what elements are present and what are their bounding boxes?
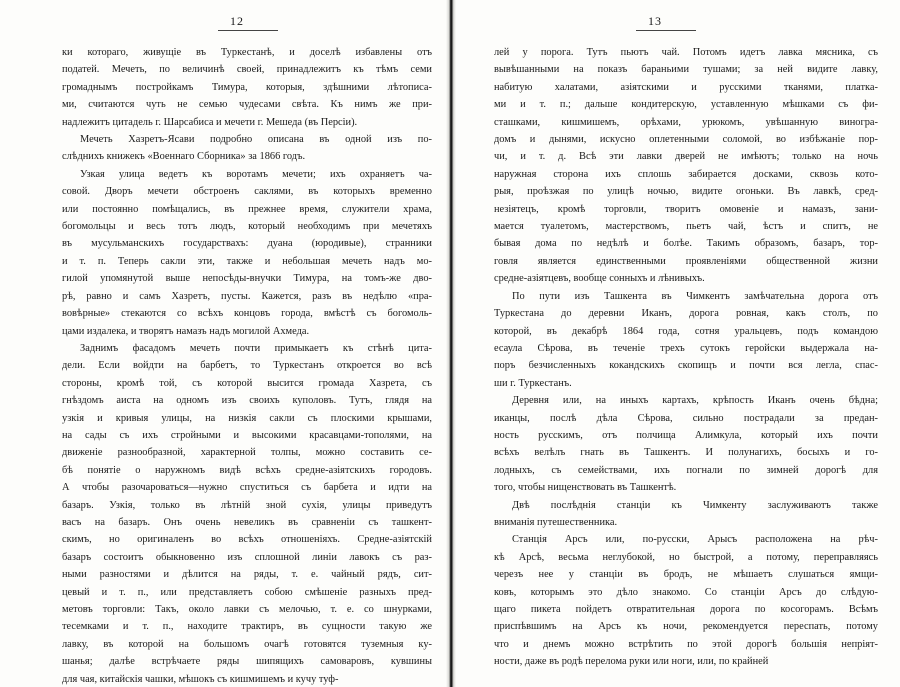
text-line: для чая, китайскія чашки, мѣшокъ съ кишмишемъ и кучу туф- bbox=[62, 673, 339, 685]
text-line: надлежитъ цитадель г. Шарсабиса и мечети г. Мешеда (въ Персіи). bbox=[62, 116, 358, 128]
text-line: ковъ, которымъ это дѣло знакомо. Со станціи Арсъ до слѣдую- bbox=[494, 586, 878, 598]
text-line: средне-азіятцевъ, вообще сонныхъ и лѣнивыхъ. bbox=[494, 273, 705, 285]
text-line: базаръ. Узкія, только въ лѣтній зной сухія, улицы приведутъ bbox=[62, 499, 432, 511]
page-number-rule-left bbox=[218, 30, 278, 31]
text-line: бывая дома по недѣлѣ и болѣе. Такимъ образомъ, базаръ, тор- bbox=[494, 238, 878, 250]
text-line: набитую халатами, азіятскими и русскими тканями, платка- bbox=[494, 81, 878, 93]
book-gutter bbox=[446, 0, 456, 687]
paragraph bbox=[494, 392, 878, 496]
text-line: рыя, проѣзжая по улицѣ ночью, видите огоньки. Въ лавкѣ, сред- bbox=[494, 186, 878, 198]
text-line: чи, и т. д. Всѣ эти лавки дверей не имѣютъ; только на ночь bbox=[494, 151, 878, 163]
text-line: Станція Арсъ или, по-русски, Арысъ расположена на рѣч- bbox=[512, 534, 878, 546]
text-line: щаго пикета пойдетъ отвратительная дорога по косогорамъ. Всѣмъ bbox=[494, 604, 878, 615]
text-line: дели. Если войдти на барбетъ, то Туркестанъ откроется во всѣ bbox=[62, 360, 432, 372]
paragraph bbox=[494, 44, 878, 288]
paragraph bbox=[62, 340, 432, 687]
text-line: шанья; далѣе встрѣчаете ряды шипящихъ самоваровъ, кувшины bbox=[62, 656, 432, 668]
text-line: лодныхъ, съ семействами, ихъ погнали по зимней дорогѣ для bbox=[494, 464, 878, 476]
paragraph bbox=[62, 44, 432, 131]
text-line: рѣ, равно и самъ Хазретъ, пусты. Кажется, разъ въ недѣлю «пра- bbox=[62, 290, 432, 302]
text-line: ки котораго, живущіе въ Туркестанѣ, и доселѣ избавлены отъ bbox=[62, 47, 432, 58]
text-line: и т. п. Теперь сакли эти, также и небольшая мечеть надъ мо- bbox=[62, 255, 432, 267]
text-line: лей у порога. Тутъ пьютъ чай. Потомъ идетъ лавка мясника, съ bbox=[494, 47, 878, 58]
left-page-text bbox=[62, 44, 432, 687]
left-page bbox=[0, 0, 442, 687]
page-number-left: 12 bbox=[230, 14, 244, 28]
text-line: слѣднихъ книжекъ «Военнаго Сборника» за 1866 годъ. bbox=[62, 151, 306, 163]
text-line: тесемками и т. п., находите трактиръ, въ сущности такую же bbox=[62, 621, 432, 633]
text-line: ность русскимъ, отъ полчища Алимкула, который ихъ почти bbox=[494, 429, 878, 441]
text-line: ми, считаются чуть не семью чудесами свѣта. Къ нимъ же при- bbox=[62, 99, 432, 111]
text-line: Туркестана до деревни Иканъ, дорога ровная, какъ столъ, по bbox=[494, 308, 878, 320]
text-line: или постоянно помѣщались, въ прежнее время, служители храма, bbox=[62, 203, 432, 215]
text-line: черезъ нее у станціи въ бродъ, не мѣшаетъ слушаться ямщи- bbox=[494, 569, 878, 581]
text-line: приспѣвшимъ на Арсъ къ ночи, рекомендуется переспать, потому bbox=[494, 621, 878, 633]
text-line: цевый и т. п., или представляетъ собою смѣшеніе разныхъ пред- bbox=[62, 586, 432, 598]
text-line: Узкая улица ведетъ къ воротамъ мечети; ихъ охраняетъ ча- bbox=[80, 168, 432, 180]
text-line: есаула Сѣрова, въ теченіе трехъ сутокъ геройски выдержала на- bbox=[494, 342, 878, 354]
text-line: на сады съ ихъ стройными и высокими красавцами-тополями, на bbox=[62, 429, 432, 441]
text-line: Мечеть Хазретъ-Ясави подробно описана въ одной изъ по- bbox=[80, 134, 432, 146]
paragraph bbox=[62, 131, 432, 166]
paragraph bbox=[494, 497, 878, 532]
text-line: богомольцы и весь тотъ людъ, который необходимъ при мечетяхъ bbox=[62, 221, 432, 233]
paragraph bbox=[62, 166, 432, 340]
text-line: узкія и кривыя улицы, на низкія сакли съ плоскими крышами, bbox=[62, 412, 432, 424]
text-line: въ мусульманскихъ государствахъ: дуана (юродивые), странники bbox=[62, 238, 432, 250]
text-line: податей. Мечеть, по величинѣ своей, принадлежитъ къ тѣмъ семи bbox=[62, 64, 432, 76]
text-line: совой. Дворъ мечети обстроенъ саклями, въ которыхъ временно bbox=[62, 186, 432, 198]
text-line: домъ и дынями, искусно оплетенными соломой, во избѣжаніе пор- bbox=[494, 134, 878, 146]
text-line: громаднымъ постройкамъ Тимура, которыя, здѣшними лѣтописа- bbox=[62, 81, 432, 93]
text-line: цами издалека, и творятъ намазъ надъ могилой Ахмеда. bbox=[62, 325, 310, 337]
text-line: ности, даже въ родѣ перелома руки или ноги, или, по крайней bbox=[494, 656, 769, 668]
text-line: бѣ понятіе о наружномъ видѣ всѣхъ средне-азіятскихъ городовъ. bbox=[62, 464, 432, 476]
text-line: метовъ торговли: Такъ, около лавки съ мелочью, т. е. со шнурками, bbox=[62, 604, 432, 615]
text-line: А чтобы разочароваться—нужно спуститься съ барбета и идти на bbox=[62, 482, 432, 494]
text-line: что и днемъ можно встрѣтить по этой дорогѣ большія непріят- bbox=[494, 638, 878, 650]
text-line: вниманія путешественника. bbox=[494, 516, 618, 528]
right-page bbox=[460, 0, 900, 687]
text-line: ми и т. п.; дальше кондитерскую, уставленную мѣшками съ фи- bbox=[494, 99, 878, 111]
text-line: Двѣ послѣднія станціи къ Чимкенту заслуживаютъ также bbox=[512, 499, 878, 511]
text-line: ными разностями и дѣлится на ряды, т. е. чайный рядъ, сит- bbox=[62, 569, 432, 581]
text-line: По пути изъ Ташкента въ Чимкентъ замѣчательна дорога отъ bbox=[512, 290, 878, 302]
text-line: вывѣшанными на показъ бараньими тушами; за ней видите лавку, bbox=[494, 64, 878, 76]
text-line: незіятецъ, кромѣ торговли, творитъ омовеніе и намазъ, зани- bbox=[494, 203, 878, 215]
text-line: стороны, кромѣ той, съ которой высится громада Хазрета, съ bbox=[62, 377, 432, 389]
text-line: которой, въ декабрѣ 1864 года, сотня уральцевъ, подъ командою bbox=[494, 325, 878, 337]
right-page-text bbox=[494, 44, 878, 671]
text-line: вовѣрные» стекаются со всѣхъ концовъ города, вмѣстѣ съ богомоль- bbox=[62, 308, 432, 320]
text-line: лавку, въ которой на большомъ очагѣ готовятся туземныя ку- bbox=[62, 638, 432, 650]
text-line: движеніе разнообразной, характерной толпы, можно составить се- bbox=[62, 447, 432, 459]
text-line: ши г. Туркестанъ. bbox=[494, 377, 572, 389]
text-line: говля является единственными проявленіями общественной жизни bbox=[494, 255, 878, 267]
text-line: Заднимъ фасадомъ мечеть почти примыкаетъ къ стѣнѣ цита- bbox=[80, 342, 432, 354]
text-line: наружная сторона ихъ сплошь забирается досками, сквозь кото- bbox=[494, 168, 878, 180]
page-number-right: 13 bbox=[648, 14, 662, 28]
text-line: поръ безчисленныхъ кокандскихъ скопищъ и почти вся легла, спас- bbox=[494, 360, 878, 372]
text-line: гилой упомянутой выше непосѣды-внучки Тимура, на томъ-же дво- bbox=[62, 273, 432, 285]
text-line: сташками, кишмишемъ, орѣхами, урюкомъ, увѣшанную виногра- bbox=[494, 116, 878, 128]
paragraph bbox=[494, 531, 878, 670]
text-line: всѣхъ велѣлъ гнать въ Ташкентъ. И полунагихъ, босыхъ и го- bbox=[494, 447, 878, 459]
text-line: Деревня или, на иныхъ картахъ, крѣпость Иканъ очень бѣдна; bbox=[512, 395, 878, 407]
text-line: того, чтобы нищенствовать въ Ташкентѣ. bbox=[494, 482, 677, 494]
text-line: мается туалетомъ, мастерствомъ, пьетъ чай, ѣстъ и спитъ, не bbox=[494, 221, 878, 233]
page-number-rule-right bbox=[636, 30, 696, 31]
text-line: иканцы, послѣ дѣла Сѣрова, сильно пострадали за предан- bbox=[494, 412, 878, 424]
text-line: васъ на базаръ. Онъ очень невеликъ въ сравненіи съ ташкент- bbox=[62, 516, 432, 528]
text-line: гнѣздомъ аиста на одномъ изъ своихъ куполовъ. Тутъ, глядя на bbox=[62, 395, 432, 407]
text-line: кѣ Арсѣ, весьма неглубокой, но быстрой, а потому, переправляясь bbox=[494, 551, 878, 563]
paragraph bbox=[494, 288, 878, 392]
text-line: базаръ состоитъ обыкновенно изъ сплошной линіи лавокъ съ раз- bbox=[62, 551, 432, 563]
text-line: скимъ, но оригиналенъ во всѣхъ отношеніяхъ. Средне-азіятскій bbox=[62, 534, 432, 546]
